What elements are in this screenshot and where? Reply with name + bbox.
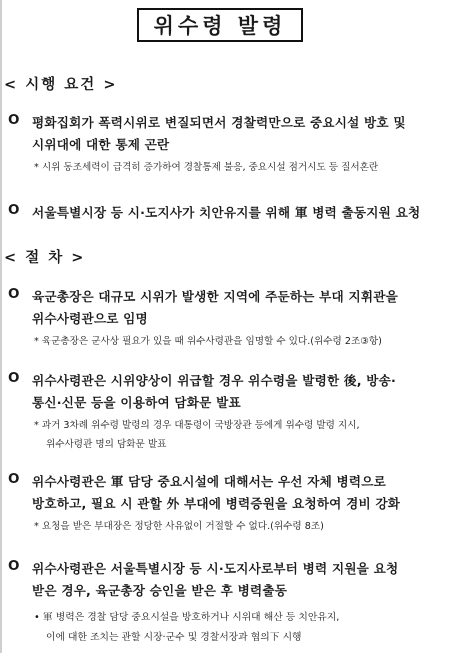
section-heading-requirements: < 시행 요건 > xyxy=(4,77,118,93)
bullet-icon: O xyxy=(8,558,20,574)
list-item xyxy=(6,112,446,182)
bullet-icon: O xyxy=(8,202,20,218)
bullet-icon: O xyxy=(8,471,20,487)
item-line: 통신·신문 등을 이용하여 담화문 발표 xyxy=(32,395,241,410)
item-line: 평화집회가 폭력시위로 변질되면서 경찰력만으로 중요시설 방호 및 xyxy=(32,115,406,130)
list-item xyxy=(6,202,446,226)
list-item xyxy=(6,471,446,541)
item-line: 위수사령관은 서울특별시장 등 시·도지사로부터 병력 지원을 요청 xyxy=(32,561,399,576)
item-line: 육군총장은 대규모 시위가 발생한 지역에 주둔하는 부대 지휘관을 xyxy=(32,289,398,304)
item-line: 방호하고, 필요 시 관할 外 부대에 병력증원을 요청하여 경비 강화 xyxy=(32,496,401,511)
item-note: * 시위 동조세력이 급격히 증가하여 경찰통제 불응, 중요시설 점거시도 등 질서혼란 xyxy=(34,162,379,173)
item-note: * 요청을 받은 부대장은 정당한 사유없이 거절할 수 없다.(위수령 8조) xyxy=(34,521,324,532)
item-line: 위수사령관은 軍 담당 중요시설에 대해서는 우선 자체 병력으로 xyxy=(32,474,387,489)
item-line: 위수사령관으로 임명 xyxy=(32,311,148,326)
scan-edge xyxy=(0,0,2,653)
list-item xyxy=(6,286,446,356)
item-note: * 육군총장은 군사상 필요가 있을 때 위수사령관을 임명할 수 있다.(위수령 2조③항) xyxy=(34,336,382,347)
item-line: 받은 경우, 육군총장 승인을 받은 후 병력출동 xyxy=(32,583,288,598)
item-line: 위수사령관은 시위양상이 위급할 경우 위수령을 발령한 後, 방송· xyxy=(32,373,396,388)
bullet-icon: O xyxy=(8,370,20,386)
item-note-continued: 위수사령관 명의 담화문 발표 xyxy=(46,439,167,450)
bullet-icon: O xyxy=(8,112,20,128)
item-note-continued: 이에 대한 조치는 관할 시장·군수 및 경찰서장과 협의下 시행 xyxy=(46,632,302,643)
section-heading-procedure: < 절 차 > xyxy=(4,250,86,266)
list-item xyxy=(6,558,446,648)
item-note: * 과거 3차례 위수령 발령의 경우 대통령이 국방장관 등에게 위수령 발령 지시, xyxy=(34,420,360,431)
item-line: 서울특별시장 등 시·도지사가 치안유지를 위해 軍 병력 출동지원 요청 xyxy=(32,205,421,220)
item-line: 시위대에 대한 통제 곤란 xyxy=(32,137,170,152)
list-item xyxy=(6,370,446,460)
bullet-icon: O xyxy=(8,286,20,302)
item-note: • 軍 병력은 경찰 담당 중요시설을 방호하거나 시위대 해산 등 치안유지, xyxy=(34,612,340,623)
page-title: 위수령 발령 xyxy=(137,8,303,42)
